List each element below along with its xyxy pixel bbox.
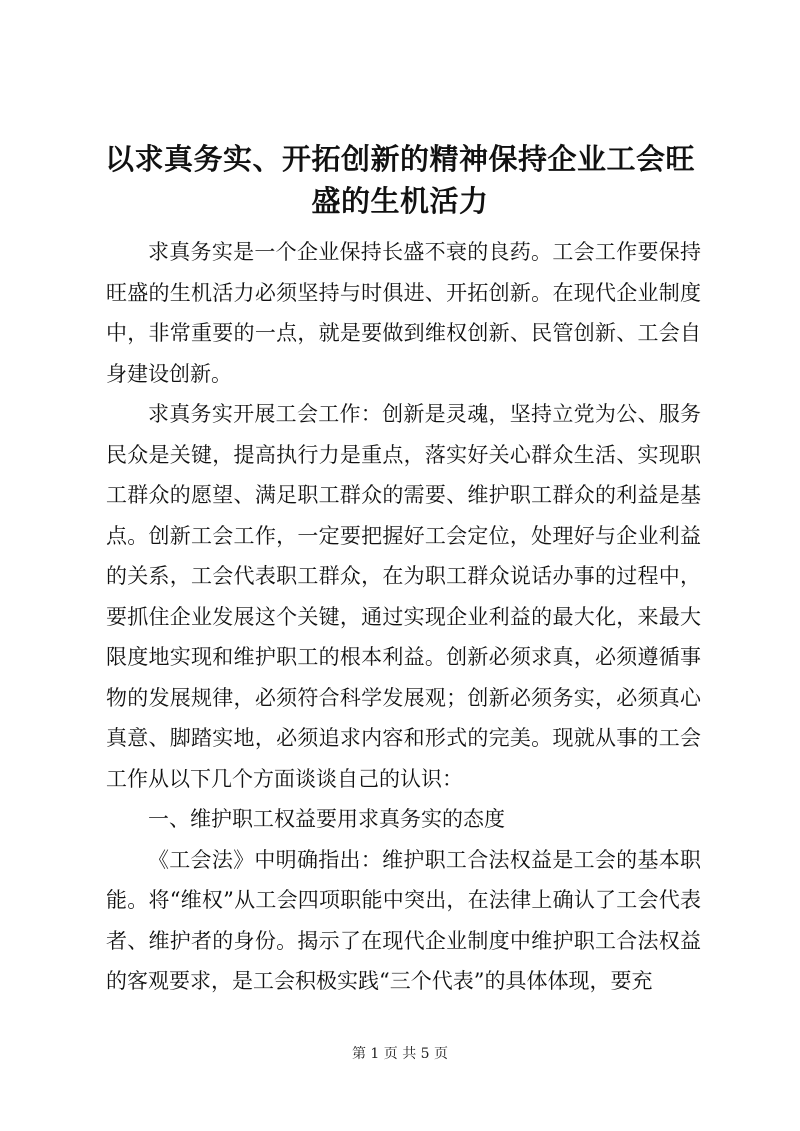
page-footer: 第 1 页 共 5 页 xyxy=(351,1046,449,1062)
body-paragraph-3: 《工会法》中明确指出：维护职工合法权益是工会的基本职能。将“维权”从工会四项职能中突出，在法律上确认了工会代表者、维护者的身份。揭示了在现代企业制度中维护职工合法权益的客观要求，是工会积极实践“三个代表”的具体体现，要充 xyxy=(106,847,701,993)
document-body xyxy=(106,232,701,1002)
section-heading-1: 一、维护职工权益要用求真务实的态度 xyxy=(148,807,505,831)
body-paragraph-2: 求真务实开展工会工作：创新是灵魂，坚持立党为公、服务民众是关键，提高执行力是重点，落实好关心群众生活、实现职工群众的愿望、满足职工群众的需要、维护职工群众的利益是基点。创新工会工作，一定要把握好工会定位，处理好与企业利益的关系，工会代表职工群众，在为职工群众说话办事的过程中，要抓住企业发展这个关键，通过实现企业利益的最大化，来最大限度地实现和维护职工的根本利益。创新必须求真，必须遵循事物的发展规律，必须符合科学发展观；创新必须务实，必须真心真意、脚踏实地，必须追求内容和形式的完美。现就从事的工会工作从以下几个方面谈谈自己的认识： xyxy=(106,402,701,791)
body-paragraph-1: 求真务实是一个企业保持长盛不衰的良药。工会工作要保持旺盛的生机活力必须坚持与时俱进、开拓创新。在现代企业制度中，非常重要的一点，就是要做到维权创新、民管创新、工会自身建设创新。 xyxy=(106,240,701,386)
document-title: 以求真务实、开拓创新的精神保持企业工会旺盛的生机活力 xyxy=(104,142,695,218)
